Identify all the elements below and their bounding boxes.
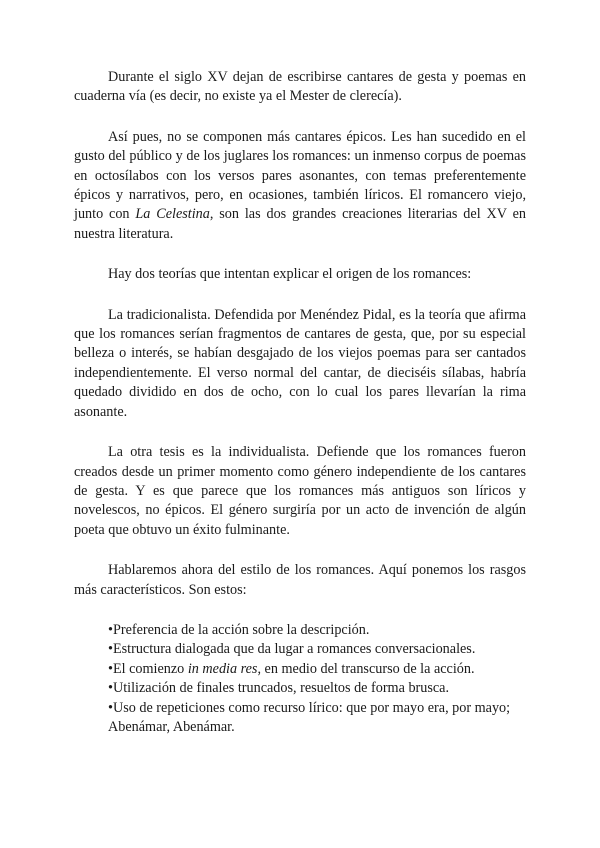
- list-item: •Uso de repeticiones como recurso lírico: que por mayo era, por mayo; Abenámar, Abenámar.: [108, 699, 511, 735]
- term-in-media-res: in media res: [187, 660, 258, 677]
- paragraph-dos-teorias: Hay dos teorías que intentan explicar el origen de los romances:: [108, 266, 472, 283]
- style-features-list: [74, 621, 526, 737]
- paragraph-text: Así pues, no se componen más cantares épicos. Les han sucedido en el gusto del público y de los juglares los romances: un inmenso corpus de poemas en octosílabos con los versos pares asonantes, con temas preferentemente épicos y narrativos, pero, en ocasiones, también líricos. El romancero viejo, junto con: [74, 128, 526, 223]
- title-la-celestina: La Celestina: [135, 206, 210, 223]
- paragraph-romances-intro: [74, 128, 526, 244]
- paragraph-estilo: Hablaremos ahora del estilo de los romances. Aquí ponemos los rasgos más característicos. Son estos:: [74, 562, 526, 598]
- paragraph-individualista: La otra tesis es la individualista. Defiende que los romances fueron creados desde un primer momento como género independiente de los cantares de gesta. Y es que parece que los romances más antiguos son líricos y novelescos, no épicos. El género surgiría por un acto de invención de algún poeta que obtuvo un éxito fulminante.: [74, 444, 526, 538]
- list-item: •Estructura dialogada que da lugar a romances conversacionales.: [108, 641, 476, 658]
- list-item: •Utilización de finales truncados, resueltos de forma brusca.: [108, 680, 450, 697]
- paragraph-tradicionalista: La tradicionalista. Defendida por Menéndez Pidal, es la teoría que afirma que los romances serían fragmentos de cantares de gesta, que, por su especial belleza o interés, se habían desgajado de los viejos poemas para ser cantados independientemente. El verso normal del cantar, de dieciséis sílabas, habría quedado dividido en dos de ocho, con lo cual los pares llevarían la rima asonante.: [74, 306, 526, 420]
- list-item: •Preferencia de la acción sobre la descripción.: [108, 621, 370, 638]
- list-item-text: •El comienzo: [108, 660, 188, 677]
- paragraph-text: , son las dos grandes creaciones literarias del XV en nuestra literatura.: [74, 206, 527, 242]
- list-item-text: , en medio del transcurso de la acción.: [257, 660, 475, 677]
- paragraph-siglo-xv: Durante el siglo XV dejan de escribirse cantares de gesta y poemas en cuaderna vía (es decir, no existe ya el Mester de clerecía).: [74, 69, 526, 105]
- list-item: [108, 660, 526, 679]
